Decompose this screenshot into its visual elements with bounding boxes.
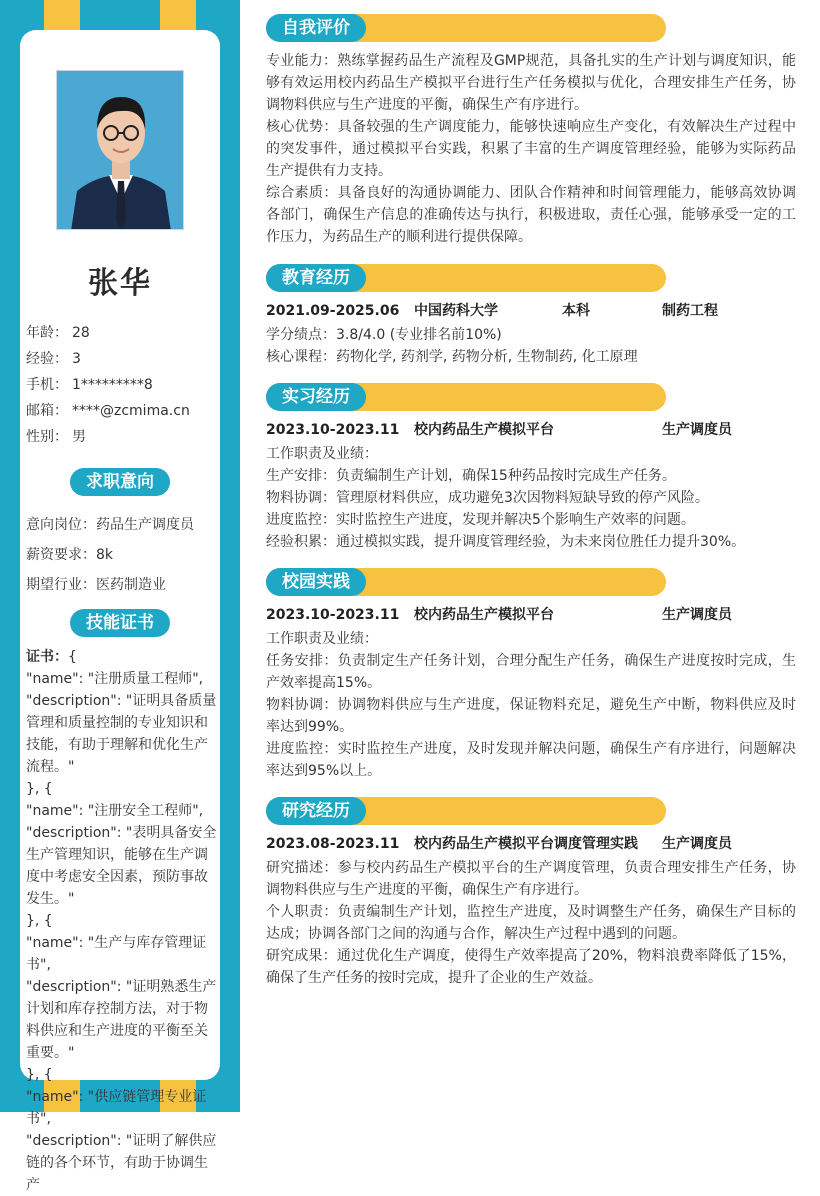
info-email — [26, 398, 226, 424]
cert-line: "name": "注册质量工程师", — [26, 671, 204, 687]
cert-line: "description": "证明了解供应链的各个环节，有助于协调生产 — [26, 1133, 217, 1193]
detail-line: 研究描述：参与校内药品生产模拟平台的生产调度管理，负责合理安排生产任务，协调物料供应与生产进度的平衡，确保生产有序进行。 — [266, 860, 796, 898]
section-title: 教育经历 — [266, 264, 366, 292]
detail-line: 学分绩点：3.8/4.0 (专业排名前10%) — [266, 327, 502, 343]
intent-row — [26, 570, 226, 600]
intent-label: 薪资要求： — [26, 547, 96, 563]
cert-line: "name": "供应链管理专业证书", — [26, 1089, 207, 1127]
basic-info — [26, 320, 226, 450]
intent-row — [26, 540, 226, 570]
skills-heading: 技能证书 — [70, 609, 170, 637]
education-header — [266, 264, 666, 292]
entry-role: 生产调度员 — [662, 836, 732, 852]
detail-line: 物料协调：协调物料供应与生产进度，保证物料充足，避免生产中断，物料供应及时率达到99%。 — [266, 697, 796, 735]
detail-line: 核心课程：药物化学, 药剂学, 药物分析, 生物制药, 化工原理 — [266, 349, 638, 365]
certificate-list — [26, 646, 218, 1196]
detail-line: 工作职责及业绩： — [266, 631, 378, 647]
entry-major: 制药工程 — [662, 303, 718, 319]
entry-period: 2023.08-2023.11 — [266, 836, 400, 852]
cert-line: { — [68, 649, 77, 665]
detail-line: 进度监控：实时监控生产进度，发现并解决5个影响生产效率的问题。 — [266, 512, 695, 528]
section-title: 校园实践 — [266, 568, 366, 596]
info-label: 年龄： — [26, 325, 68, 341]
cert-line: "description": "表明具备安全生产管理知识，能够在生产调度中考虑安全因素，预防事故发生。" — [26, 825, 217, 907]
cert-line: }, { — [26, 913, 53, 929]
cert-line: }, { — [26, 781, 53, 797]
education-entry — [266, 300, 796, 322]
info-experience — [26, 346, 226, 372]
intent-label: 意向岗位： — [26, 517, 96, 533]
self-eval-para: 核心优势：具备较强的生产调度能力，能够快速响应生产变化，有效解决生产过程中的突发事件，通过模拟平台实践，积累了丰富的生产调度管理经验，能够为实际药品生产提供有力支持。 — [266, 119, 796, 179]
entry-role: 生产调度员 — [662, 422, 732, 438]
cert-line: "name": "注册安全工程师", — [26, 803, 204, 819]
section-title: 自我评价 — [266, 14, 366, 42]
section-title: 实习经历 — [266, 383, 366, 411]
self-eval-para: 专业能力：熟练掌握药品生产流程及GMP规范，具备扎实的生产计划与调度知识，能够有效运用校内药品生产模拟平台进行生产任务模拟与优化，合理安排生产任务，协调物料供应与生产进度的平衡，确保生产有序进行。 — [266, 53, 796, 113]
entry-period: 2021.09-2025.06 — [266, 303, 400, 319]
cert-line: "description": "证明具备质量管理和质量控制的专业知识和技能，有助于理解和优化生产流程。" — [26, 693, 217, 775]
self-eval-text — [266, 50, 796, 248]
intent-value: 8k — [96, 547, 114, 563]
cert-line: }, { — [26, 1067, 53, 1083]
detail-line: 生产安排：负责编制生产计划，确保15种药品按时完成生产任务。 — [266, 468, 676, 484]
campus-header — [266, 568, 666, 596]
info-value: 1*********8 — [72, 377, 153, 393]
internship-header — [266, 383, 666, 411]
research-entry — [266, 833, 796, 855]
detail-line: 研究成果：通过优化生产调度，使得生产效率提高了20%，物料浪费率降低了15%，确保了生产任务的按时完成，提升了企业的生产效益。 — [266, 948, 796, 986]
detail-line: 物料协调：管理原材料供应，成功避免3次因物料短缺导致的停产风险。 — [266, 490, 709, 506]
info-gender — [26, 424, 226, 450]
research-header — [266, 797, 666, 825]
info-value: 3 — [72, 351, 81, 367]
info-value: 男 — [72, 429, 86, 445]
info-phone — [26, 372, 226, 398]
internship-entry — [266, 419, 796, 441]
info-label: 邮箱： — [26, 403, 68, 419]
intent-row — [26, 510, 226, 540]
entry-role: 生产调度员 — [662, 607, 732, 623]
entry-degree: 本科 — [562, 303, 590, 319]
profile-photo — [56, 70, 184, 230]
entry-school: 中国药科大学 — [414, 303, 498, 319]
detail-line: 进度监控：实时监控生产进度，及时发现并解决问题，确保生产有序进行，问题解决率达到95%以上。 — [266, 741, 796, 779]
intent-value: 药品生产调度员 — [96, 517, 194, 533]
detail-line: 工作职责及业绩： — [266, 446, 378, 462]
detail-line: 任务安排：负责制定生产任务计划，合理分配生产任务，确保生产进度按时完成，生产效率提高15%。 — [266, 653, 796, 691]
section-title: 研究经历 — [266, 797, 366, 825]
intent-label: 期望行业： — [26, 577, 96, 593]
entry-org: 校内药品生产模拟平台调度管理实践 — [414, 836, 638, 852]
cert-line: "name": "生产与库存管理证书", — [26, 935, 207, 973]
education-details — [266, 324, 796, 368]
cert-head: 证书： — [26, 649, 68, 665]
intent-heading: 求职意向 — [70, 468, 170, 496]
internship-details — [266, 443, 796, 553]
person-name: 张华 — [88, 266, 152, 301]
self-eval-header — [266, 14, 666, 42]
info-label: 性别： — [26, 429, 68, 445]
intent-value: 医药制造业 — [96, 577, 166, 593]
campus-entry — [266, 604, 796, 626]
entry-period: 2023.10-2023.11 — [266, 422, 400, 438]
self-eval-para: 综合素质：具备良好的沟通协调能力、团队合作精神和时间管理能力，能够高效协调各部门，确保生产信息的准确传达与执行，积极进取，责任心强，能够承受一定的工作压力，为药品生产的顺利进行提供保障。 — [266, 185, 796, 245]
research-details — [266, 857, 796, 989]
campus-details — [266, 628, 796, 782]
entry-org: 校内药品生产模拟平台 — [414, 607, 554, 623]
detail-line: 经验积累：通过模拟实践，提升调度管理经验，为未来岗位胜任力提升30%。 — [266, 534, 746, 550]
info-value: ****@zcmima.cn — [72, 403, 190, 419]
detail-line: 个人职责：负责编制生产计划，监控生产进度，及时调整生产任务，确保生产目标的达成；协调各部门之间的沟通与合作，解决生产过程中遇到的问题。 — [266, 904, 796, 942]
intent-list — [26, 510, 226, 600]
info-value: 28 — [72, 325, 90, 341]
cert-line: "description": "证明熟悉生产计划和库存控制方法，对于物料供应和生产进度的平衡至关重要。" — [26, 979, 217, 1061]
info-label: 经验： — [26, 351, 68, 367]
entry-period: 2023.10-2023.11 — [266, 607, 400, 623]
info-age — [26, 320, 226, 346]
info-label: 手机： — [26, 377, 68, 393]
entry-org: 校内药品生产模拟平台 — [414, 422, 554, 438]
